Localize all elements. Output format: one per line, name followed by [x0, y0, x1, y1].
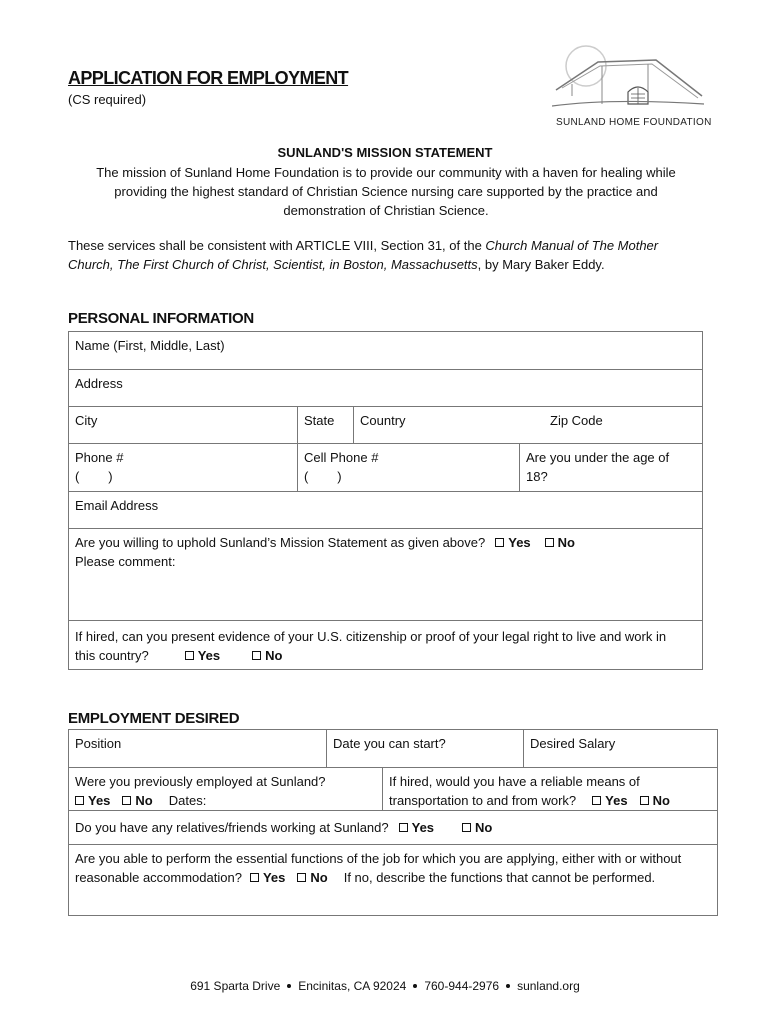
- footer-website[interactable]: sunland.org: [517, 979, 580, 993]
- relatives-yes-checkbox[interactable]: [399, 823, 408, 832]
- logo-text: SUNLAND HOME FOUNDATION: [556, 117, 712, 128]
- state-field[interactable]: [297, 407, 353, 443]
- uphold-field: [69, 529, 702, 620]
- page-title: APPLICATION FOR EMPLOYMENT: [68, 68, 349, 88]
- start-date-field[interactable]: [326, 730, 523, 767]
- essential-functions-question: reasonable accommodation?: [75, 870, 242, 885]
- mission-heading: SUNLAND'S MISSION STATEMENT: [277, 145, 493, 160]
- under-18-field[interactable]: [519, 444, 702, 491]
- position-row: [69, 730, 717, 767]
- bullet-icon: [287, 984, 291, 988]
- phone-field[interactable]: [69, 444, 297, 491]
- previous-employment-field: [69, 768, 382, 810]
- no-label: No: [475, 820, 493, 835]
- citizenship-question: If hired, can you present evidence of your U.S. citizenship or proof of your legal right to live and work in: [75, 629, 667, 644]
- transport-field: [382, 768, 717, 810]
- essential-functions-row: [69, 844, 717, 917]
- email-label: Email Address: [75, 498, 159, 513]
- essential-no-checkbox[interactable]: [297, 873, 306, 882]
- phone-row: [69, 443, 702, 491]
- employment-table: [68, 729, 718, 916]
- no-label: No: [135, 793, 153, 808]
- no-label: No: [557, 535, 575, 550]
- previous-yes-checkbox[interactable]: [75, 796, 84, 805]
- mission-line: providing the highest standard of Christian Science nursing care supported by the practice and: [114, 184, 658, 199]
- previous-no-checkbox[interactable]: [122, 796, 131, 805]
- name-label: Name (First, Middle, Last): [75, 338, 225, 353]
- sunland-logo: [552, 44, 712, 128]
- position-field[interactable]: [69, 730, 326, 767]
- page-subtitle: (CS required): [68, 92, 147, 107]
- address-label: Address: [75, 376, 123, 391]
- city-field[interactable]: [69, 407, 297, 443]
- personal-info-heading: PERSONAL INFORMATION: [68, 310, 254, 327]
- services-paragraph: [68, 236, 708, 274]
- email-row: [69, 491, 702, 528]
- under-18-label: Are you under the age of: [526, 450, 670, 465]
- country-label: Country: [360, 413, 406, 428]
- name-field[interactable]: [69, 332, 702, 369]
- transport-yes-checkbox[interactable]: [592, 796, 601, 805]
- uphold-yes-checkbox[interactable]: [495, 538, 504, 547]
- address-row: [69, 369, 702, 406]
- relatives-field: [69, 811, 717, 844]
- citizenship-yes-checkbox[interactable]: [185, 651, 194, 660]
- footer-city: Encinitas, CA 92024: [298, 979, 407, 993]
- uphold-question: Are you willing to uphold Sunland’s Mission Statement as given above?: [75, 535, 486, 550]
- yes-label: Yes: [262, 870, 286, 885]
- footer-address: 691 Sparta Drive: [190, 979, 281, 993]
- services-italic: Church Manual of The Mother: [485, 238, 659, 253]
- city-row: [69, 406, 702, 443]
- zip-label: Zip Code: [550, 413, 603, 428]
- no-label: No: [265, 648, 283, 663]
- essential-yes-checkbox[interactable]: [250, 873, 259, 882]
- comment-label: Please comment:: [75, 554, 176, 569]
- uphold-no-checkbox[interactable]: [545, 538, 554, 547]
- yes-label: Yes: [88, 793, 111, 808]
- house-logo-icon: [552, 44, 704, 114]
- transport-question: transportation to and from work?: [389, 793, 577, 808]
- personal-info-table: [68, 331, 703, 670]
- cell-phone-field[interactable]: [297, 444, 519, 491]
- address-field[interactable]: [69, 370, 702, 406]
- position-label: Position: [75, 736, 122, 751]
- previous-employment-row: [69, 767, 717, 810]
- name-row: [69, 332, 702, 369]
- salary-field[interactable]: [523, 730, 717, 767]
- essential-functions-field: [69, 845, 717, 917]
- relatives-row: [69, 810, 717, 844]
- mission-line: demonstration of Christian Science.: [283, 203, 489, 218]
- citizenship-row: [69, 620, 702, 671]
- zip-field[interactable]: [544, 407, 702, 443]
- under-18-label: 18?: [526, 469, 548, 484]
- footer: [0, 979, 770, 993]
- uphold-row: [69, 528, 702, 620]
- phone-label: Phone #: [75, 450, 124, 465]
- yes-label: Yes: [605, 793, 628, 808]
- salary-label: Desired Salary: [530, 736, 616, 751]
- cell-phone-label: Cell Phone #: [304, 450, 379, 465]
- bullet-icon: [413, 984, 417, 988]
- city-label: City: [75, 413, 98, 428]
- services-text: , by Mary Baker Eddy.: [477, 257, 605, 272]
- transport-question: If hired, would you have a reliable means of: [389, 774, 640, 789]
- employment-desired-heading: EMPLOYMENT DESIRED: [68, 710, 240, 727]
- start-date-label: Date you can start?: [333, 736, 446, 751]
- email-field[interactable]: [69, 492, 702, 528]
- citizenship-no-checkbox[interactable]: [252, 651, 261, 660]
- footer-phone: 760-944-2976: [424, 979, 500, 993]
- no-label: No: [652, 793, 670, 808]
- citizenship-field: [69, 621, 702, 671]
- services-text: These services shall be consistent with ARTICLE VIII, Section 31, of the: [68, 238, 486, 253]
- phone-area-code: ( ): [75, 469, 113, 484]
- yes-label: Yes: [411, 820, 435, 835]
- cell-area-code: ( ): [304, 469, 342, 484]
- previous-employment-question: Were you previously employed at Sunland?: [75, 774, 326, 789]
- no-label: No: [310, 870, 328, 885]
- mission-statement: [80, 163, 692, 220]
- services-italic: Church, The First Church of Christ, Scientist, in Boston, Massachusetts: [68, 257, 478, 272]
- country-field[interactable]: [353, 407, 544, 443]
- relatives-no-checkbox[interactable]: [462, 823, 471, 832]
- mission-line: The mission of Sunland Home Foundation is to provide our community with a haven for healing while: [96, 165, 676, 180]
- relatives-question: Do you have any relatives/friends working at Sunland?: [75, 820, 389, 835]
- citizenship-question: this country?: [75, 648, 149, 663]
- state-label: State: [304, 413, 335, 428]
- transport-no-checkbox[interactable]: [640, 796, 649, 805]
- essential-functions-question: Are you able to perform the essential functions of the job for which you are applying, either with or without: [75, 851, 682, 866]
- yes-label: Yes: [197, 648, 221, 663]
- dates-label: Dates:: [168, 793, 207, 808]
- bullet-icon: [506, 984, 510, 988]
- essential-functions-instruction: If no, describe the functions that cannot be performed.: [343, 870, 656, 885]
- yes-label: Yes: [508, 535, 531, 550]
